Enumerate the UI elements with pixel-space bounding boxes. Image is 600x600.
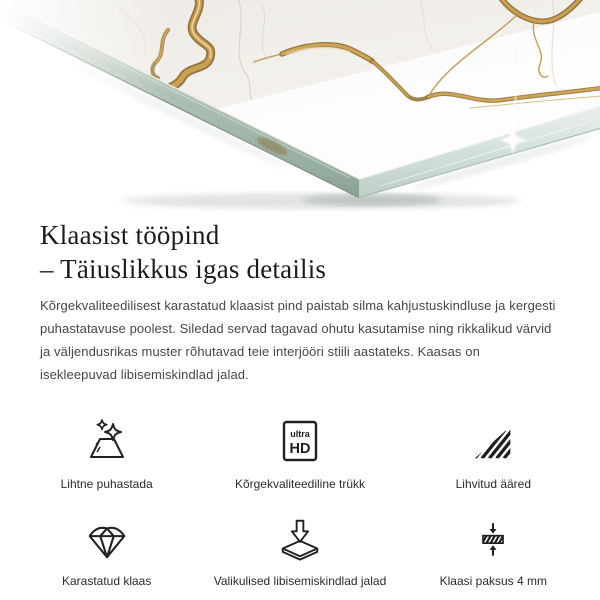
svg-text:ultra: ultra <box>290 429 310 439</box>
feature-label: Lihtne puhastada <box>60 477 153 491</box>
product-description: Kõrgekvaliteedilisest karastatud klaasist pind paistab silma kahjustuskindluse ja kergesti puhastatavuse poolest. Siledad servad tagavad ohutu kasutamise ning rikkalikud värvid ja väljendusrikas muster rõhutavad teie interjööri stiili aastateks. Kaasas on isekleepuvad libisemiskindlad jalad. <box>40 298 556 382</box>
feature-tempered-glass <box>10 513 203 588</box>
product-hero-image <box>0 0 600 212</box>
feature-glass-thickness <box>397 513 590 588</box>
anti-slip-feet-icon <box>277 513 323 561</box>
glass-worktop-illustration <box>0 0 600 212</box>
page-title <box>40 218 560 286</box>
page-title-line2: – Täiuslikkus igas detailis <box>40 254 327 284</box>
easy-clean-icon <box>83 416 131 464</box>
svg-text:HD: HD <box>289 441 311 457</box>
feature-grid <box>10 416 590 588</box>
diamond-icon <box>84 513 130 561</box>
feature-label: Karastatud klaas <box>61 574 152 588</box>
feature-label: Kõrgekvaliteediline trükk <box>234 477 366 491</box>
feature-easy-clean <box>10 416 203 491</box>
feature-anti-slip-feet <box>203 513 396 588</box>
product-info-section <box>0 218 600 588</box>
feature-label: Klaasi paksus 4 mm <box>439 574 547 588</box>
feature-polished-edges <box>397 416 590 491</box>
feature-ultra-hd-print <box>203 416 396 491</box>
left-fade-overlay <box>0 0 165 212</box>
polished-edges-icon <box>471 416 515 464</box>
feature-label: Valikulised libisemiskindlad jalad <box>213 574 387 588</box>
ultra-hd-icon <box>279 416 321 464</box>
glass-thickness-icon <box>473 513 513 561</box>
feature-label: Lihvitud ääred <box>455 477 532 491</box>
page-title-line1: Klaasist tööpind <box>40 220 220 250</box>
